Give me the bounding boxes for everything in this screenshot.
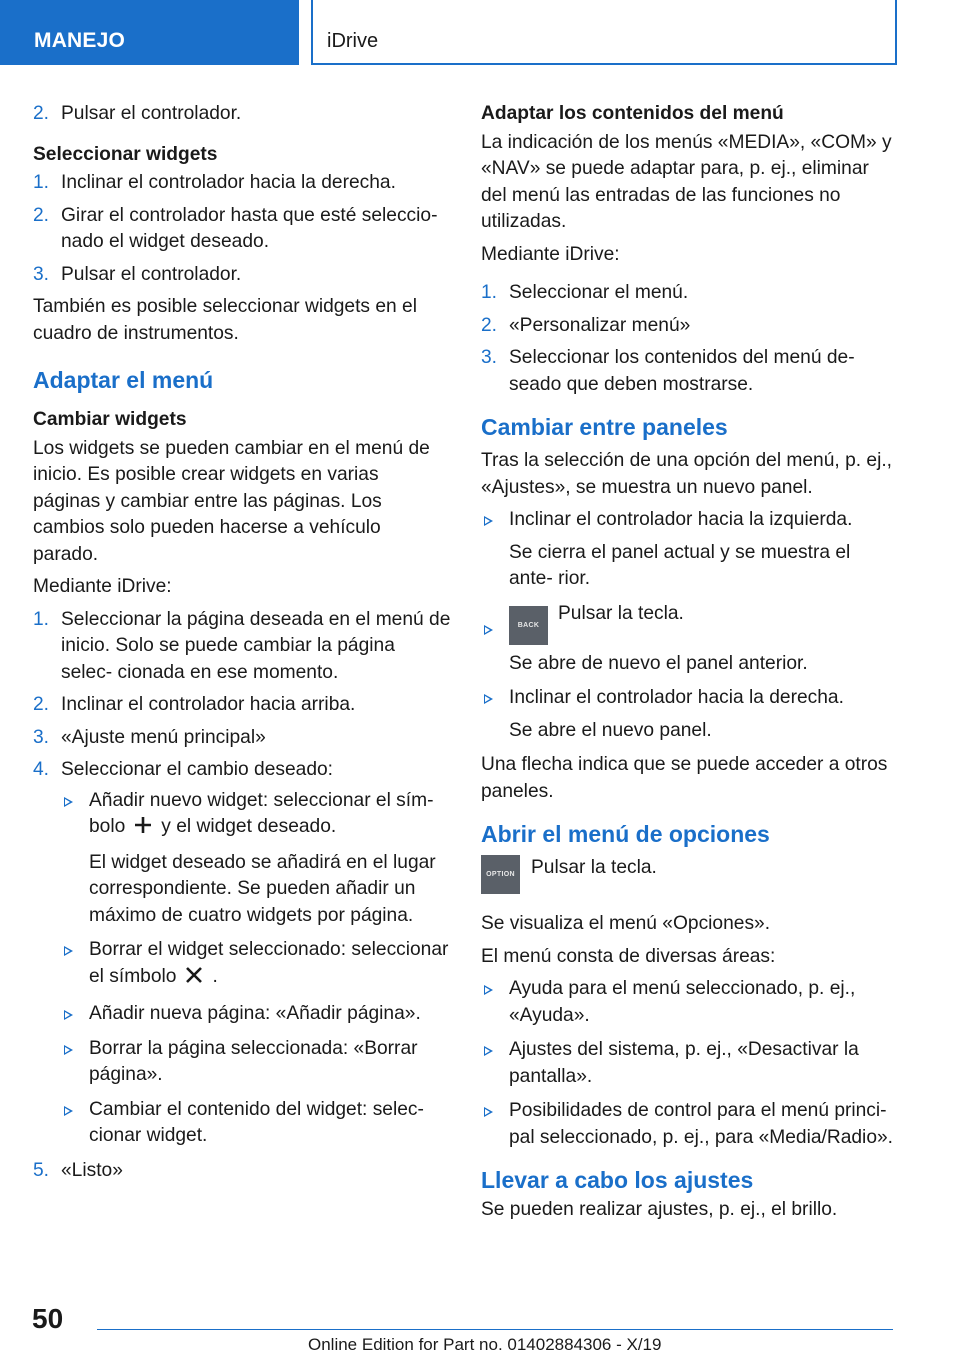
adapt-contents-paragraph: La indicación de los menús «MEDIA», «COM» y «NAV» se puede adaptar para, p. ej., eliminar del menú las entradas de las funciones no utilizadas. [481, 131, 892, 232]
bullet-text: Ayuda para el menú seleccionado, p. ej., «Ayuda». [509, 978, 856, 1026]
triangle-bullet-icon [484, 985, 493, 995]
options-areas-list [481, 976, 896, 1151]
triangle-bullet-icon [484, 1107, 493, 1117]
triangle-bullet-icon [484, 625, 493, 635]
option-key-row [481, 855, 896, 901]
bullet-text: Inclinar el controlador hacia la derecha. [509, 687, 844, 708]
list-item [33, 757, 451, 1150]
step-text: «Ajuste menú principal» [61, 726, 266, 748]
list-item [481, 685, 896, 744]
step-number: 4. [33, 759, 50, 780]
step-text: Pulsar el controlador. [61, 263, 242, 285]
list-item [61, 1036, 451, 1089]
step-number: 1. [481, 282, 498, 303]
via-idrive-label: Mediante iDrive: [481, 243, 620, 265]
list-item [33, 203, 451, 256]
step-text: Seleccionar el menú. [509, 282, 689, 303]
bullet-text: Borrar el widget seleccionado: seleccionar el símbolo [89, 939, 449, 987]
header-topic-label: iDrive [327, 30, 379, 52]
list-item [481, 507, 896, 593]
list-item [33, 725, 451, 752]
step-text: Seleccionar los contenidos del menú de‐ seado que deben mostrarse. [509, 347, 855, 395]
triangle-bullet-icon [484, 1046, 493, 1056]
switch-panels-paragraph: Tras la selección de una opción del menú, p. ej., «Ajustes», se muestra un nuevo panel. [481, 450, 892, 498]
list-item [481, 345, 896, 398]
adapt-contents-steps [481, 280, 896, 398]
list-item [33, 262, 451, 289]
step-number: 1. [33, 172, 50, 193]
switch-panels-note: Una flecha indica que se puede acceder a otros paneles. [481, 754, 888, 802]
bullet-text: y el widget deseado. [161, 816, 337, 837]
via-idrive-label: Mediante iDrive: [33, 576, 172, 597]
close-icon [184, 965, 204, 994]
step-number: 1. [33, 608, 50, 630]
list-item [33, 607, 451, 687]
step-text: Pulsar el controlador. [61, 103, 242, 124]
step-text: Seleccionar la página deseada en el menú de inicio. Solo se puede cambiar la página selec‐ cionada en ese momento. [61, 608, 451, 683]
settings-heading: Llevar a cabo los ajustes [481, 1167, 754, 1193]
options-areas-intro: El menú consta de diversas áreas: [481, 945, 776, 967]
list-item [481, 1098, 896, 1151]
change-widgets-heading: Cambiar widgets [33, 409, 187, 430]
select-widgets-heading: Seleccionar widgets [33, 143, 218, 165]
triangle-bullet-icon [64, 1010, 73, 1020]
bullet-text: Pulsar la tecla. [558, 602, 684, 624]
step-number: 2. [33, 694, 50, 715]
options-shown-text: Se visualiza el menú «Opciones». [481, 913, 771, 934]
bullet-text: Ajustes del sistema, p. ej., «Desactivar la pantalla». [509, 1039, 859, 1087]
header-topic-box [311, 0, 897, 65]
bullet-text: Borrar la página seleccionada: «Borrar página». [89, 1037, 418, 1085]
list-item [481, 601, 896, 678]
step-number: 2. [33, 103, 50, 124]
adapt-menu-heading: Adaptar el menú [33, 367, 214, 393]
header-section-label: MANEJO [34, 29, 126, 52]
list-item [33, 692, 451, 719]
step-text: Seleccionar el cambio deseado: [61, 759, 333, 780]
step-number: 3. [481, 347, 498, 368]
step-number: 2. [481, 314, 498, 336]
list-item [61, 788, 451, 930]
bullet-subtext: El widget deseado se añadirá en el lugar correspondiente. Se pueden añadir un máximo de cuatro widgets por página. [89, 851, 436, 926]
step-number: 3. [33, 726, 50, 748]
bullet-text: Cambiar el contenido del widget: selec‐ cionar widget. [89, 1098, 424, 1146]
step-text: Girar el controlador hasta que esté seleccio‐ nado el widget deseado. [61, 204, 438, 252]
triangle-bullet-icon [64, 797, 73, 807]
select-widgets-note: También es posible seleccionar widgets en el cuadro de instrumentos. [33, 296, 417, 344]
triangle-bullet-icon [484, 516, 493, 526]
bullet-text: Añadir nueva página: «Añadir página». [89, 1003, 421, 1024]
list-item [61, 937, 451, 993]
triangle-bullet-icon [64, 1106, 73, 1116]
intro-steps [33, 101, 451, 128]
list-item [61, 1001, 451, 1028]
list-item [481, 1037, 896, 1090]
step-number: 2. [33, 204, 50, 226]
bullet-text: Posibilidades de control para el menú princi‐ pal seleccionado, p. ej., para «Media/Radio». [509, 1100, 893, 1148]
switch-panels-heading: Cambiar entre paneles [481, 414, 728, 440]
list-item [33, 1158, 451, 1185]
bullet-text: Añadir nuevo widget: seleccionar el sím‐ bolo [89, 789, 434, 837]
bullet-text: . [212, 965, 218, 987]
bullet-subtext: Se abre de nuevo el panel anterior. [509, 652, 808, 674]
triangle-bullet-icon [64, 1045, 73, 1055]
header-section-tab [0, 0, 299, 65]
adapt-contents-heading: Adaptar los contenidos del menú [481, 103, 784, 124]
switch-panels-list [481, 507, 896, 744]
step-text: Inclinar el controlador hacia la derecha. [61, 172, 396, 193]
triangle-bullet-icon [64, 946, 73, 956]
list-item [33, 101, 451, 128]
bullet-subtext: Se cierra el panel actual y se muestra el ante‐ rior. [509, 541, 851, 589]
step-text: «Personalizar menú» [509, 314, 691, 336]
footer-edition: Online Edition for Part no. 01402884306 - X/19 [308, 1335, 662, 1354]
option-button-icon: OPTION [481, 855, 520, 894]
bullet-subtext: Se abre el nuevo panel. [509, 719, 712, 741]
left-column [33, 101, 451, 1190]
list-item [33, 170, 451, 197]
step-text: Inclinar el controlador hacia arriba. [61, 694, 356, 715]
step-number: 5. [33, 1159, 50, 1181]
settings-paragraph: Se pueden realizar ajustes, p. ej., el brillo. [481, 1199, 838, 1220]
list-item [61, 1097, 451, 1150]
change-options-list [61, 788, 451, 1150]
plus-icon [133, 815, 153, 844]
bullet-text: Inclinar el controlador hacia la izquierda. [509, 509, 853, 530]
back-button-icon: BACK [509, 606, 548, 645]
right-column [481, 101, 896, 1230]
options-menu-heading: Abrir el menú de opciones [481, 821, 770, 847]
triangle-bullet-icon [484, 694, 493, 704]
step-number: 3. [33, 263, 50, 285]
page-number: 50 [32, 1303, 64, 1334]
footer-divider [97, 1329, 893, 1330]
change-widgets-paragraph: Los widgets se pueden cambiar en el menú de inicio. Es posible crear widgets en varias páginas y cambiar entre las páginas. Los cambios solo pueden hacerse a vehículo parado. [33, 437, 430, 565]
press-key-text: Pulsar la tecla. [531, 857, 657, 878]
select-widgets-steps [33, 170, 451, 288]
list-item [481, 976, 896, 1029]
list-item [481, 280, 896, 307]
step-text: «Listo» [61, 1159, 123, 1181]
list-item [481, 313, 896, 340]
change-widgets-steps [33, 607, 451, 1185]
